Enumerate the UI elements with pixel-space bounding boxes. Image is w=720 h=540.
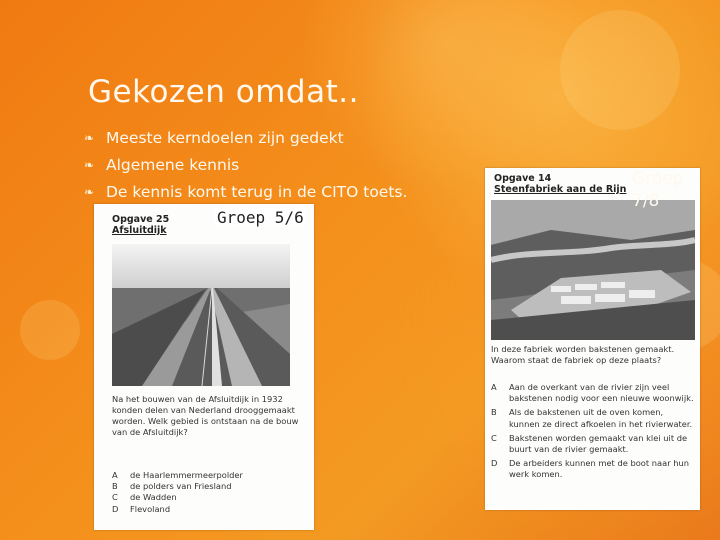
bullet-list [84, 124, 407, 205]
bullet-item [84, 151, 407, 178]
answer-option[interactable]: C Bakstenen worden gemaakt van klei uit de buurt van de rivier gemaakt. [491, 432, 688, 455]
brick-factory-photo [491, 200, 695, 340]
question-text: In deze fabriek worden bakstenen gemaakt. Waarom staat de fabriek op deze plaats? [491, 344, 675, 365]
answer-option[interactable]: C de Wadden [112, 492, 177, 503]
question-card-right [485, 168, 700, 510]
group-label-7-8 [632, 168, 683, 212]
slide-title: Gekozen omdat.. [88, 74, 359, 110]
answer-option[interactable]: A de Haarlemmermeerpolder [112, 470, 243, 480]
answer-option[interactable]: A Aan de overkant van de rivier zijn veel bakstenen nodig voor een nieuwe woonwijk. [491, 382, 694, 404]
group-label-5-6: Groep 5/6 [217, 208, 304, 227]
question-title: Steenfabriek aan de Rijn [494, 184, 627, 195]
question-heading [112, 214, 169, 236]
group-label-line: 7/8 [632, 191, 660, 211]
question-card-left [94, 204, 314, 530]
answer-option[interactable]: D Flevoland [112, 503, 171, 514]
bullet-text: Meeste kerndoelen zijn gedekt [106, 128, 344, 147]
question-text: Na het bouwen van de Afsluitdijk in 1932 konden delen van Nederland drooggemaakt worden. Welk gebied is ontstaan na de bouw van de Afsluitdijk? [112, 394, 299, 437]
leaf-bullet-icon: ❧ [84, 130, 95, 145]
question-title: Afsluitdijk [112, 225, 167, 236]
leaf-bullet-icon: ❧ [84, 184, 95, 199]
answer-option[interactable]: B Als de bakstenen uit de oven komen, kunnen ze direct afkoelen in het rivierwater. [491, 407, 693, 429]
question-number: Opgave 25 [112, 214, 170, 225]
answer-option[interactable]: B de polders van Friesland [112, 481, 232, 492]
bullet-item [84, 124, 407, 151]
brick-factory-photo-image [491, 200, 695, 340]
question-heading [494, 173, 626, 195]
bullet-item [84, 178, 407, 205]
answer-options [491, 382, 695, 481]
group-label-line: Groep [632, 169, 684, 189]
background-bokeh [20, 300, 80, 360]
question-number: Opgave 14 [494, 173, 552, 184]
bullet-text: Algemene kennis [106, 155, 240, 174]
afsluitdijk-photo [112, 244, 290, 386]
answer-options [112, 470, 312, 515]
answer-option[interactable]: D De arbeiders kunnen met de boot naar hun werk komen. [491, 458, 690, 480]
afsluitdijk-photo-image [112, 244, 290, 386]
bullet-text: De kennis komt terug in de CITO toets. [106, 182, 408, 201]
leaf-bullet-icon: ❧ [84, 157, 95, 172]
background-bokeh [560, 10, 680, 130]
